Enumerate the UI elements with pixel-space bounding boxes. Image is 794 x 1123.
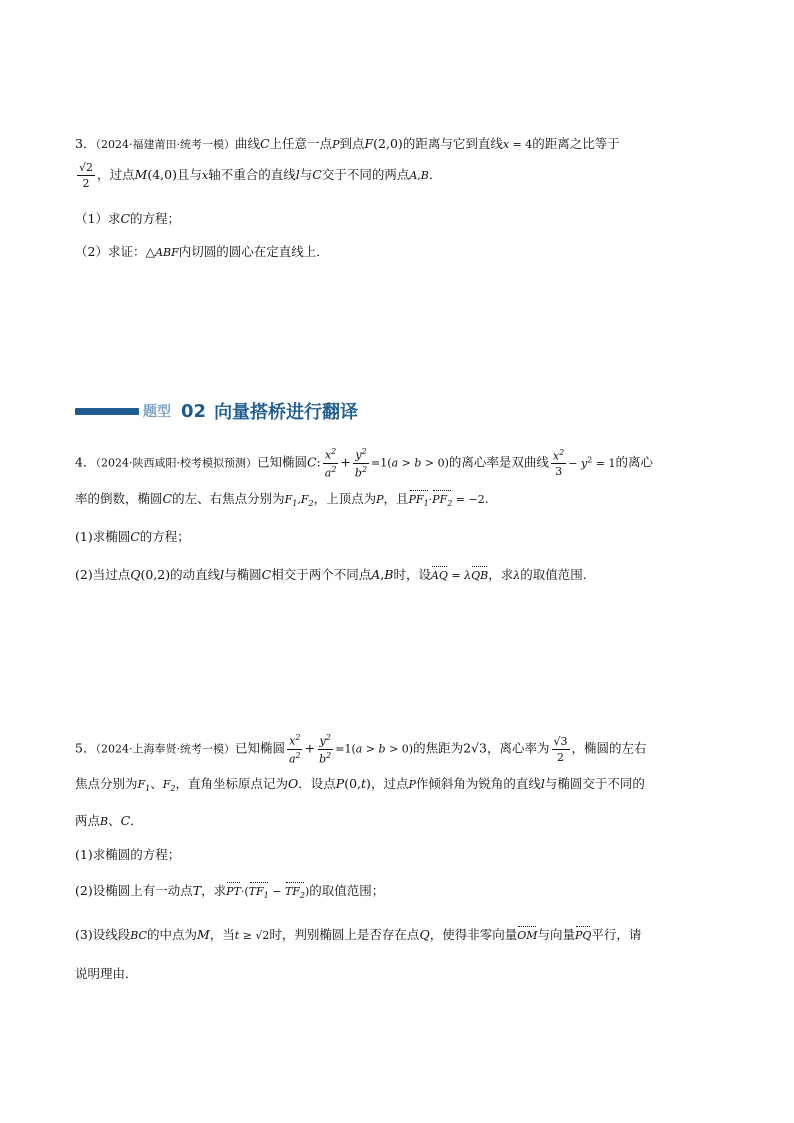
q4-part-1 [75, 528, 190, 546]
math: C [261, 567, 272, 582]
math: l [540, 776, 545, 791]
text: (2)当过点 [75, 567, 131, 582]
heading-number: 02 [181, 400, 207, 422]
text: 时，判别椭圆上是否存在点 [269, 927, 420, 942]
text: 的距离之比等于 [532, 136, 620, 151]
text: 的方程； [139, 529, 190, 544]
text: 的离心率是双曲线 [448, 454, 549, 470]
q5-source: （2024·上海奉贤·统考一模） [95, 742, 235, 756]
math: : [316, 454, 321, 470]
text: （2）求证： [75, 244, 146, 259]
q3-source: （2024·福建莆田·统考一模） [95, 138, 235, 151]
math: M [134, 167, 148, 182]
math: △ [145, 244, 156, 259]
math: C [120, 813, 131, 828]
q5-line-3 [75, 812, 143, 831]
math: BC [130, 929, 147, 942]
q5-part-3 [75, 925, 641, 945]
text: ，求 [201, 883, 227, 898]
text: ． [428, 167, 442, 182]
math: Q [419, 927, 430, 942]
math: OM [517, 929, 537, 942]
text: 的左、右焦点分别为 [172, 491, 285, 506]
text: 已知椭圆 [234, 740, 285, 756]
math: $F_1,F_2$ [284, 493, 314, 509]
math: O [288, 776, 299, 791]
math: F [364, 136, 374, 151]
text: (1)求椭圆 [75, 529, 131, 544]
math: l [295, 167, 300, 182]
math: l [220, 567, 225, 582]
text: 、 [150, 776, 163, 791]
text: 两点 [75, 813, 101, 828]
math: AQ = λQB [431, 569, 488, 582]
text: 的焦距为 [413, 740, 464, 756]
q4-line-2 [75, 489, 489, 513]
text: 作倾斜角为锐角的直线 [415, 776, 541, 791]
math: PQ [575, 929, 591, 942]
math-fraction: $\frac{y^2}{b^2}$ [354, 447, 368, 480]
text: 上任意一点 [269, 136, 333, 151]
math: , [380, 567, 385, 582]
text: 相交于两个不同点 [271, 567, 372, 582]
math-fraction: $\frac{√2}{2}$ [79, 161, 94, 190]
math: + [304, 740, 316, 756]
math: =1(a > b > 0) [371, 456, 449, 470]
text: 已知椭圆 [256, 454, 307, 470]
text: 的方程； [130, 211, 181, 226]
math: C [120, 211, 131, 226]
math: C [259, 136, 270, 151]
section-heading [75, 396, 358, 426]
text: 与 [299, 167, 313, 182]
math: P [332, 138, 340, 151]
q3-part-1 [75, 210, 180, 228]
text: ，过点 [370, 776, 409, 791]
math: (0,t) [344, 776, 371, 791]
math: $F_1$ [137, 778, 151, 794]
text: 的取值范围； [309, 883, 385, 898]
math: A [409, 169, 418, 182]
text: 与向量 [537, 927, 575, 942]
math: A [371, 567, 381, 582]
q4-line-1 [75, 448, 653, 478]
text: ． [130, 813, 143, 828]
text: （1）求 [75, 211, 121, 226]
math-fraction: $\frac{√3}{2}$ [553, 734, 568, 764]
heading-label: 题型 [143, 404, 171, 420]
math: t ≥ √2 [234, 929, 270, 942]
q3-number: 3． [75, 136, 96, 151]
q3-part-2 [75, 243, 329, 262]
text: 交于不同的两点 [321, 167, 410, 182]
text: 的取值范围. [520, 567, 587, 582]
text: 轴不重合的直线 [208, 167, 296, 182]
math: P [408, 778, 416, 791]
text: 到点 [339, 136, 365, 151]
math: P [376, 493, 384, 506]
math: , [417, 169, 421, 182]
math: $F_2$ [162, 778, 176, 794]
q5-part-2 [75, 881, 384, 905]
math: − $y^2 = 1$ [568, 455, 616, 470]
text: ，上顶点为 [313, 491, 377, 506]
math-fraction: $\frac{x^2}{3}$ [552, 447, 565, 479]
math-fraction: $\frac{y^2}{b^2}$ [319, 733, 332, 766]
text: ，直角坐标原点记为 [175, 776, 289, 791]
text: 与椭圆 [224, 567, 262, 582]
text: (3)设线段 [75, 927, 131, 942]
q4-source: （2024·陕西咸阳·校考模拟预测） [95, 456, 257, 470]
text: ．设点 [298, 776, 336, 791]
math: =1(a > b > 0) [335, 742, 414, 756]
math: + [340, 454, 351, 470]
text: 率的倒数，椭圆 [75, 491, 163, 506]
math-fraction: $\frac{x^2}{a^2}$ [288, 733, 301, 766]
math: C [306, 454, 317, 470]
q3-line-2 [75, 162, 441, 189]
math: Q [130, 567, 141, 582]
math: = 4 [509, 138, 533, 151]
q5-part-1 [75, 846, 180, 864]
math: λ [513, 569, 521, 582]
text: ，求 [488, 567, 514, 582]
text: ，椭圆的左右 [571, 740, 647, 756]
heading-bar [75, 408, 139, 415]
q4-number: 4． [75, 454, 96, 470]
text: 的离心 [615, 454, 653, 470]
math: P [335, 776, 345, 791]
text: 的中点为 [146, 927, 197, 942]
math: B [100, 815, 109, 828]
text: 与椭圆交于不同的 [544, 776, 645, 791]
math-fraction: $\frac{x^2}{a^2}$ [324, 447, 337, 480]
text: (2)设椭圆上有一动点 [75, 883, 193, 898]
math: C [162, 491, 173, 506]
text: 的动直线 [170, 567, 221, 582]
math: 2√3 [463, 740, 487, 756]
q5-line-1 [75, 734, 647, 764]
text: ，使得非零向量 [429, 927, 518, 942]
text: ，离心率为 [486, 740, 550, 756]
q3-line-1 [75, 135, 620, 154]
math: $PF_1\cdot PF_2 = -2$ [409, 493, 485, 506]
text: 焦点分别为 [75, 776, 138, 791]
q4-part-2 [75, 565, 587, 585]
text: 说明理由． [75, 966, 138, 981]
text: 曲线 [234, 136, 260, 151]
math: (4,0) [147, 167, 177, 182]
q5-part-3-cont [75, 965, 138, 983]
heading-title: 向量搭桥进行翻译 [214, 402, 359, 423]
math: (2,0) [373, 136, 403, 151]
text: ，且 [383, 491, 409, 506]
text: ，过点 [97, 167, 135, 182]
math: x [502, 138, 510, 151]
text: 的距离与它到直线 [402, 136, 503, 151]
text: 平行，请 [591, 927, 642, 942]
math: C [312, 167, 322, 182]
text: . [484, 491, 489, 506]
math: x [202, 169, 209, 182]
q5-number: 5． [75, 740, 96, 756]
math: $PT\cdot(TF_1 - TF_2)$ [226, 885, 309, 898]
math: C [130, 529, 140, 544]
q5-line-2 [75, 775, 645, 798]
math: T [192, 883, 202, 898]
text: 内切圆的圆心在定直线上． [178, 244, 329, 259]
math: B [420, 169, 429, 182]
math: ABF [155, 246, 179, 259]
math: B [384, 567, 394, 582]
text: 时，设 [393, 567, 431, 582]
text: ，当 [209, 927, 235, 942]
text: 且与 [176, 167, 202, 182]
text: 、 [108, 813, 121, 828]
text: (1)求椭圆的方程； [75, 847, 181, 862]
math: M [196, 927, 210, 942]
math: (0,2) [140, 567, 171, 582]
